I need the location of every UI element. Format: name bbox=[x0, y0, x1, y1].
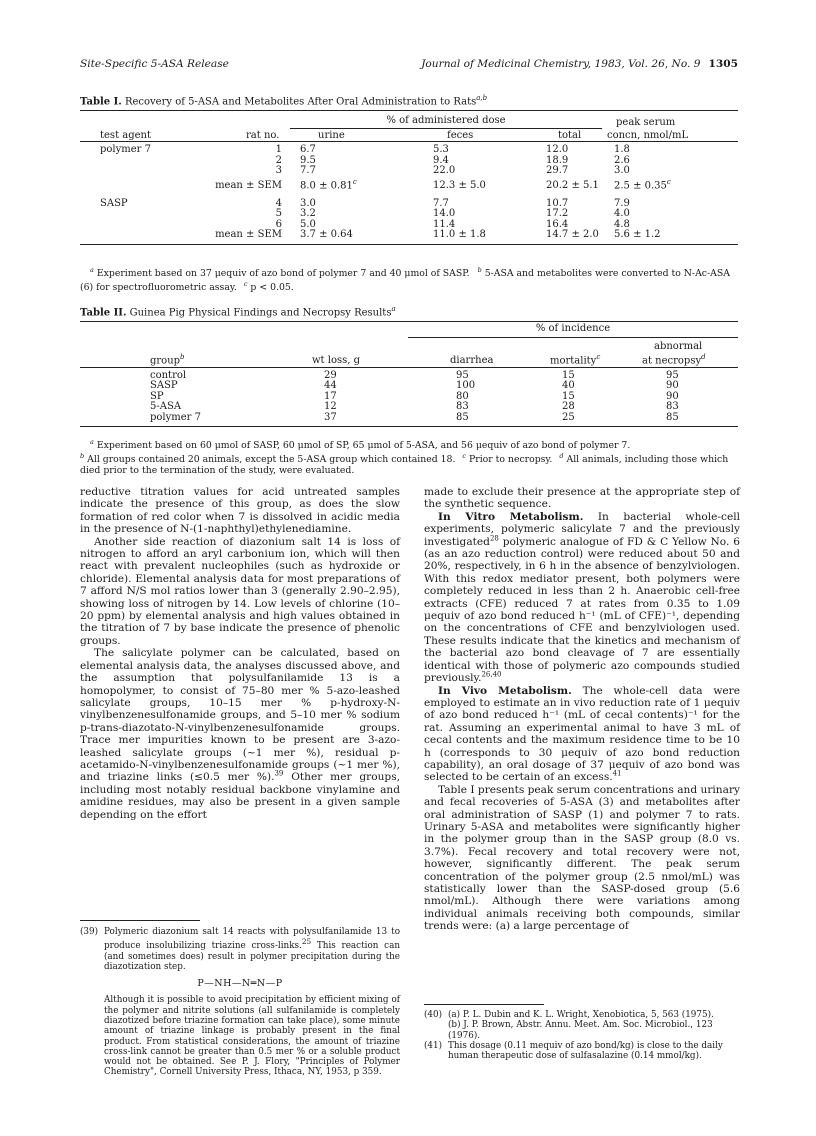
table2-footnotes bbox=[80, 437, 738, 476]
left-para-3-text: The salicylate polymer can be calculated, based on elemental analysis data, the analyses discussed above, and the assumption that polysulfanilamide 13 is a homopolymer, to consist of 75–80 mer % 5-azo-leashed salicylate groups, 10–15 mer % p-hydroxy-N-vinylbenzenesulfonamide groups, and 5–10 mer % sodium p-trans-diazotato-N-vinylbenzenesulfonamide groups. Trace mer impurities known to be present are 3-azo-leashed salicylate groups (~1 mer %), residual p-acetamido-N-vinylbenzenesulfonamide groups (~1 mer %), and triazine links (≤0.5 mer %). bbox=[80, 647, 400, 784]
table1-cell-urine-value: 5.0 bbox=[300, 218, 316, 230]
table2-cell-wt: 44 bbox=[324, 380, 337, 392]
table1-row bbox=[80, 145, 738, 156]
table1-cell-rat: 2 bbox=[275, 154, 282, 166]
triazine-formula: P—NH—N═N—P bbox=[197, 978, 283, 990]
table1-col-urine: urine bbox=[318, 129, 345, 141]
table1-cell-peak bbox=[602, 166, 738, 177]
table2-header-row2 bbox=[80, 337, 738, 352]
table2-body bbox=[80, 371, 738, 424]
table1-cell-feces: 11.4 bbox=[433, 218, 456, 230]
table2-cell-diarrhea: 100 bbox=[456, 380, 476, 392]
fn40-b: (b) J. P. Brown, Abstr. Annu. Meet. Am. Soc. Microbiol., 123 (1976). bbox=[448, 1020, 713, 1041]
fn40-number: (40) bbox=[424, 1010, 443, 1020]
right-para-1: made to exclude their presence at the appropriate step of the synthetic sequence. bbox=[424, 486, 740, 511]
table2-label: Table II. bbox=[80, 307, 127, 319]
table2-cell-wt: 17 bbox=[324, 390, 337, 402]
table1-footnote-b: 5-ASA and metabolites were converted to N-Ac-ASA (6) for spectrofluorometric assay. bbox=[80, 268, 730, 294]
table2-col-mortality bbox=[518, 352, 626, 367]
table1-cell-feces: 5.3 bbox=[433, 144, 449, 155]
table1-cell-agent: polymer 7 bbox=[100, 144, 151, 155]
table1-cell-urine-value: 6.7 bbox=[300, 144, 316, 155]
heading-in-vivo: In Vivo Metabolism. bbox=[438, 684, 572, 697]
table2-cell-mortality: 15 bbox=[562, 369, 575, 381]
table1-cell-total: 20.2 ± 5.1 bbox=[546, 179, 599, 191]
fn41-number: (41) bbox=[424, 1040, 443, 1051]
table1-label: Table I. bbox=[80, 96, 122, 108]
table2-col-abn-1: abnormal bbox=[654, 340, 703, 352]
fn39-text-3: Although it is possible to avoid precipitation by efficient mixing of the polymer and nitrite solutions (all sulfanilamide is completely diazotized before triazine formation can take place), some minute amount of triazine linkage is probably present in the final product. From statistical considerations, the amount of triazine cross-link cannot be greater than 0.5 mer % or a soluble product would not be obtained. See P. J. Flory, "Principles of Polymer Chemistry", Cornell University Press, Ithaca, NY, 1953, p 359. bbox=[104, 995, 400, 1078]
heading-in-vitro: In Vitro Metabolism. bbox=[438, 510, 584, 523]
fn39-number: (39) bbox=[80, 927, 99, 937]
table1-cell-rat: 5 bbox=[275, 208, 282, 220]
table2-caption bbox=[80, 305, 396, 318]
table1-span-header: % of administered dose bbox=[290, 113, 602, 129]
table1-cell-peak-value: 3.0 bbox=[614, 165, 630, 176]
table1-col-peak-2: concn, nmol/mL bbox=[607, 129, 689, 141]
fn39-text-2: This reaction can (and sometimes does) result in polymer precipitation during the diazotization step. bbox=[104, 941, 400, 972]
table1-col-rat: rat no. bbox=[246, 129, 280, 141]
table1-cell-rat: mean ± SEM bbox=[215, 179, 282, 191]
table1-cell-peak-value: 5.6 ± 1.2 bbox=[614, 229, 661, 241]
table1-cell-feces: 9.4 bbox=[433, 154, 449, 166]
table1-cell-peak bbox=[602, 230, 738, 241]
table1-cell-agent: SASP bbox=[100, 197, 128, 209]
table1-cell-feces: 11.0 ± 1.8 bbox=[433, 229, 486, 241]
table2-footnote-a: Experiment based on 60 μmol of SASP, 60 μmol of SP, 65 μmol of 5-ASA, and 56 μequiv of azo bond of polymer 7. bbox=[96, 440, 631, 452]
table1-cell-total: 18.9 bbox=[546, 154, 569, 166]
table1-cell-urine-value: 9.5 bbox=[300, 154, 316, 166]
t1-fn-b-mark: b bbox=[477, 266, 482, 274]
table2-cell-mortality: 25 bbox=[562, 411, 575, 423]
t2-fn-c-mark: c bbox=[462, 452, 467, 461]
table2-col-diarrhea: diarrhea bbox=[450, 355, 494, 367]
table1-row bbox=[80, 177, 738, 192]
table1-row bbox=[80, 209, 738, 220]
table2-cell-group: 5-ASA bbox=[150, 401, 182, 413]
footnote-41 bbox=[424, 1041, 740, 1062]
table2-cell-mortality: 40 bbox=[562, 380, 575, 392]
table2-cell-wt: 29 bbox=[324, 369, 337, 381]
table1-cell-rat: 4 bbox=[275, 197, 282, 209]
table2-cell-wt: 12 bbox=[324, 401, 337, 413]
table1-body bbox=[80, 145, 738, 241]
table1-cell-total: 14.7 ± 2.0 bbox=[546, 229, 599, 241]
table1-cell-peak-value: 4.8 bbox=[614, 218, 630, 230]
table2-cell-abnormal: 90 bbox=[666, 380, 679, 392]
footnote-39 bbox=[80, 920, 400, 1078]
table2-cell-group: SP bbox=[150, 390, 164, 402]
page-number: 1305 bbox=[708, 58, 738, 70]
table1-cell-rat: 1 bbox=[275, 144, 282, 155]
left-column bbox=[80, 486, 400, 821]
ref-39: 39 bbox=[274, 769, 284, 778]
table2-col-wt: wt loss, g bbox=[312, 355, 360, 367]
table1-cell-feces: 12.3 ± 5.0 bbox=[433, 179, 486, 191]
table1-cell-total: 12.0 bbox=[546, 144, 569, 155]
table1-cell-agent bbox=[80, 177, 200, 192]
table2-cell-abnormal: 85 bbox=[666, 411, 679, 423]
t2-fn-d-mark: d bbox=[559, 452, 564, 461]
table1-col-agent: test agent bbox=[100, 129, 152, 141]
table2-footnote-d: All animals, including those which died prior to the termination of the study, were evaluated. bbox=[80, 454, 729, 477]
table1-cell-peak-value: 4.0 bbox=[614, 208, 630, 220]
table2-cell-abnormal: 95 bbox=[666, 369, 679, 381]
table2-cell-diarrhea: 85 bbox=[456, 411, 469, 423]
table2-cell-mortality: 28 bbox=[562, 401, 575, 413]
table1-col-feces: feces bbox=[447, 129, 474, 141]
invitro-text-a: In bacterial whole-cell experiments, polymeric salicylate 7 and the previously investigated bbox=[424, 510, 740, 548]
invivo-text: The whole-cell data were employed to estimate an in vivo reduction rate of 1 μequiv of azo bond reduced h⁻¹ (mL of cecal contents)⁻¹ for the rat. Assuming an experimental animal to have 3 mL of cecal contents and the maximum residence time to be 10 h (corresponds to 30 μequiv of azo bond reduction capability), an oral dosage of 37 μequiv of azo bond was selected to be certain of an excess. bbox=[424, 684, 740, 784]
table2-row bbox=[80, 413, 738, 424]
table2-col-abn-2-text: at necropsy bbox=[642, 355, 702, 367]
table1-cell-peak-value: 7.9 bbox=[614, 197, 630, 209]
table1-cell-urine bbox=[290, 177, 403, 192]
table2-footnote-c: Prior to necropsy. bbox=[469, 454, 553, 466]
right-column bbox=[424, 486, 740, 933]
fn41-text: This dosage (0.11 mequiv of azo bond/kg) is close to the daily human therapeutic dose of sulfasalazine (0.14 mmol/kg). bbox=[448, 1040, 723, 1062]
table1-cell-total: 10.7 bbox=[546, 197, 569, 209]
ref-41: 41 bbox=[612, 769, 622, 778]
t2-fn-b-mark: b bbox=[80, 452, 85, 461]
table2-cell-group: SASP bbox=[150, 380, 178, 392]
table2-col-mortality-text: mortality bbox=[550, 355, 597, 367]
table1-cell-total: 16.4 bbox=[546, 218, 569, 230]
table1-footnote-c: p < 0.05. bbox=[250, 282, 294, 294]
table1-footnote-a: Experiment based on 37 μequiv of azo bond of polymer 7 and 40 μmol of SASP. bbox=[96, 268, 470, 280]
ref-26-40: 26,40 bbox=[481, 670, 502, 679]
table2-span-header: % of incidence bbox=[408, 324, 738, 337]
right-para-invitro bbox=[424, 511, 740, 685]
table2-cell-mortality: 15 bbox=[562, 390, 575, 402]
table2-cell-diarrhea: 95 bbox=[456, 369, 469, 381]
t1-fn-c-mark: c bbox=[243, 280, 248, 289]
footnote-40 bbox=[424, 1010, 740, 1020]
table1-caption-text: Recovery of 5-ASA and Metabolites After Oral Administration to Rats bbox=[124, 96, 477, 108]
fn39-text-1: Polymeric diazonium salt 14 reacts with polysulfanilamide 13 to produce insolubilizing triazine cross-links. bbox=[104, 927, 400, 952]
table1-row bbox=[80, 191, 738, 209]
table1-cell-feces: 22.0 bbox=[433, 165, 456, 176]
header-journal: Journal of Medicinal Chemistry, 1983, Vol. 26, No. 9 bbox=[421, 58, 701, 70]
table1-cell-agent bbox=[80, 166, 200, 177]
table2-footnote-b: All groups contained 20 animals, except the 5-ASA group which contained 18. bbox=[87, 454, 456, 466]
left-para-1: reductive titration values for acid untreated samples indicate the presence of this group, as does the slow formation of red color when 7 is dissolved in acidic media in the presence of N-(1-naphthyl)ethylenediamine. bbox=[80, 486, 400, 536]
table1-col-total: total bbox=[558, 129, 582, 141]
table2-cell-diarrhea: 83 bbox=[456, 401, 469, 413]
table1-row bbox=[80, 230, 738, 241]
table1-cell-agent bbox=[80, 209, 200, 220]
table1-cell-urine-value: 3.0 bbox=[300, 197, 316, 209]
table2-col-group-text: group bbox=[150, 355, 181, 367]
table2-header-row3 bbox=[80, 352, 738, 367]
footnote-rule-left bbox=[80, 920, 200, 921]
table1-cell-agent bbox=[80, 220, 200, 231]
table2-cell-wt: 37 bbox=[324, 411, 337, 423]
table2-row bbox=[80, 371, 738, 382]
table2-col-abn-sup: d bbox=[701, 353, 706, 361]
table1-cell-urine bbox=[290, 191, 403, 209]
table1-cell-urine bbox=[290, 166, 403, 177]
table2-cell-abnormal: 83 bbox=[666, 401, 679, 413]
table1-cell-agent bbox=[80, 156, 200, 167]
fn39-ref: 25 bbox=[301, 937, 312, 947]
header-right bbox=[421, 58, 738, 70]
table1-cell-peak-value: 1.8 bbox=[614, 144, 630, 155]
table2-cell-group: polymer 7 bbox=[150, 411, 201, 423]
right-para-invivo bbox=[424, 685, 740, 784]
table1-caption-sup: a,b bbox=[476, 94, 488, 102]
table1-row bbox=[80, 156, 738, 167]
table2-row bbox=[80, 381, 738, 392]
table2-cell-group: control bbox=[150, 369, 187, 381]
table1-footnotes bbox=[80, 265, 738, 293]
t2-fn-a-mark: a bbox=[90, 438, 94, 446]
table1-col-peak-1: peak serum bbox=[616, 117, 676, 128]
table1-cell-feces: 7.7 bbox=[433, 197, 449, 209]
table2-col-group-sup: b bbox=[180, 353, 185, 361]
table1-cell-peak-sup: c bbox=[666, 177, 671, 186]
table1-cell-peak-value: 2.5 ± 0.35 bbox=[614, 179, 667, 191]
table1-cell-urine bbox=[290, 230, 403, 241]
right-para-table1: Table I presents peak serum concentrations and urinary and fecal recoveries of 5-ASA (3) and metabolites after oral administration of SASP (1) and polymer 7 to rats. Urinary 5-ASA and metabolites were significantly higher in the polymer group than in the SASP group (8.0 vs. 3.7%). Fecal recovery and total recovery were not, however, significantly different. The peak serum concentration of the polymer group (2.5 nmol/mL) was statistically lower than the SASP-dosed group (5.6 nmol/mL). Although there were variations among individual animals receiving both compounds, similar trends were: (a) a large percentage of bbox=[424, 783, 740, 933]
table2-col-group bbox=[80, 352, 290, 367]
table2-col-abn-2 bbox=[626, 352, 738, 367]
footnote-rule-right bbox=[424, 1004, 544, 1005]
table1-cell-urine-value: 3.2 bbox=[300, 208, 316, 220]
table1-cell-urine-value: 3.7 ± 0.64 bbox=[300, 229, 353, 241]
table1-header-row2 bbox=[80, 129, 738, 142]
table1-cell-urine-value: 7.7 bbox=[300, 165, 316, 176]
table2-cell-diarrhea: 80 bbox=[456, 390, 469, 402]
table2 bbox=[80, 321, 738, 427]
table1-cell-agent bbox=[80, 230, 200, 241]
table1-cell-rat: mean ± SEM bbox=[215, 229, 282, 241]
table1-cell-rat: 3 bbox=[275, 165, 282, 176]
table2-cell-abnormal: 90 bbox=[666, 390, 679, 402]
running-header bbox=[80, 58, 738, 72]
table2-caption-text: Guinea Pig Physical Findings and Necropsy Results bbox=[129, 307, 392, 319]
header-left: Site-Specific 5-ASA Release bbox=[80, 58, 229, 70]
table1-row bbox=[80, 166, 738, 177]
table2-col-mortality-sup: c bbox=[596, 353, 601, 361]
left-para-2: Another side reaction of diazonium salt 14 is loss of nitrogen to afford an aryl carbonium ion, which will then react with prevalent nucleophiles (such as hydroxide or chloride). Elemental analysis data for most preparations of 7 afford N/S mol ratios lower than 3 (generally 2.90–2.95), showing loss of nitrogen by 14. Low levels of chlorine (10–20 ppm) by elemental analysis and high values obtained in the titration of 7 by base indicate the presence of phenolic groups. bbox=[80, 535, 400, 647]
left-para-3-end: Other mer groups, including most notably residual backbone vinylamine and amidine residues, may also be present in a given sample depending on the effort bbox=[80, 771, 400, 821]
table1-cell-feces: 14.0 bbox=[433, 208, 456, 220]
table1-caption bbox=[80, 94, 487, 107]
footnotes-40-41 bbox=[424, 1004, 740, 1061]
table1-cell-total: 17.2 bbox=[546, 208, 569, 220]
table1-cell-urine-value: 8.0 ± 0.81 bbox=[300, 179, 353, 191]
invitro-text-b: polymeric analogue of FD & C Yellow No. 6 (as an azo reduction control) were reduced about 50 and 20%, respectively, in 6 h in the absence of benzylviologen. With this redox mediator present, both polymers were completely reduced in less than 2 h. Anaerobic cell-free extracts (CFE) reduced 7 at rates from 0.35 to 1.09 μequiv of azo bond reduced h⁻¹ (mL of CFE)⁻¹, depending on the concentrations of CFE and benzylviologen used. These results indicate that the kinetics and mechanism of the bacterial azo bond cleavage of 7 are essentially identical with those of polymeric azo compounds studied previously. bbox=[424, 535, 740, 685]
table1-header-row1 bbox=[80, 113, 738, 129]
t1-fn-a-mark: a bbox=[90, 266, 94, 274]
table2-caption-sup: a bbox=[391, 305, 396, 313]
left-para-3 bbox=[80, 647, 400, 821]
table1-cell-rat: 6 bbox=[275, 218, 282, 230]
ref-28: 28 bbox=[489, 534, 499, 543]
table1-cell-total: 29.7 bbox=[546, 165, 569, 176]
table2-header-row1 bbox=[80, 324, 738, 337]
fn40-a: (a) P. L. Dubin and K. L. Wright, Xenobiotica, 5, 563 (1975). bbox=[448, 1010, 714, 1020]
table1 bbox=[80, 110, 738, 245]
table1-cell-urine-sup: c bbox=[352, 177, 357, 186]
table1-cell-peak bbox=[602, 191, 738, 209]
table1-cell-peak-value: 2.6 bbox=[614, 154, 630, 166]
table1-cell-peak bbox=[602, 177, 738, 192]
